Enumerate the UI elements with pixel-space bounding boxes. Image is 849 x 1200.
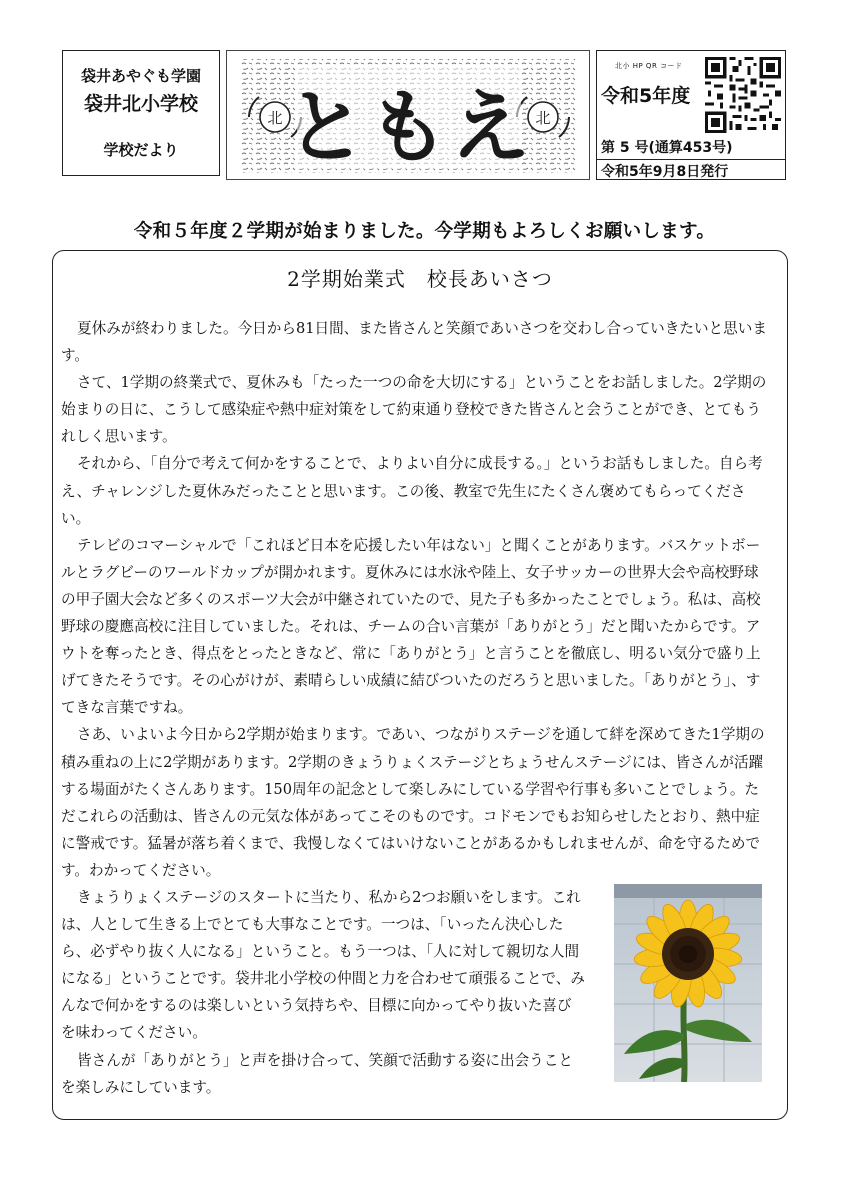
- school-info-box: [62, 50, 220, 176]
- paragraph: 夏休みが終わりました。今日から81日間、また皆さんと笑顔であいさつを交わし合っていきたいと思います。: [61, 320, 767, 365]
- paragraph: きょうりょくステージのスタートに当たり、私から2つお願いをします。これは、人として生きる上でとても大事なことです。一つは、「いったん決心したら、必ずやり抜く人になる」ということ。もう一つは、「人に対して親切な人間になる」ということです。袋井北小学校の仲間と力を合わせて頑張ることで、みんなで何かをするのは楽しいという気持ちや、目標に向かってやり抜いた喜びを味わってください。: [61, 888, 585, 1042]
- paragraph: 皆さんが「ありがとう」と声を掛け合って、笑顔で活動する姿に出会うことを楽しみにしています。: [61, 1051, 573, 1096]
- qr-label: 北小 HP QR コード: [615, 62, 683, 70]
- sunflower-photo: [614, 884, 762, 1082]
- fiscal-year: 令和5年度: [601, 85, 691, 107]
- article-title: 2学期始業式 校長あいさつ: [287, 267, 553, 291]
- paragraph: さて、1学期の終業式で、夏休みも「たった一つの命を大切にする」ということをお話しました。2学期の始まりの日に、こうして感染症や熱中症対策をして約束通り登校できた皆さんと会うことができ、とてもうれしく思います。: [61, 374, 767, 446]
- issue-divider: [597, 159, 785, 160]
- paragraph: テレビのコマーシャルで「これほど日本を応援したい年はない」と聞くことがあります。バスケットボールとラグビーのワールドカップが開かれます。夏休みには水泳や陸上、女子サッカーの世界大会や高校野球の甲子園大会など多くのスポーツ大会が中継されていたので、見た子も多かったことでしょう。私は、高校野球の慶應高校に注目していました。それは、チームの合い言葉が「ありがとう」だと聞いたからです。アウトを奪ったとき、得点をとったときなど、常に「ありがとう」と言うことを徹底し、明るい気分で盛り上げてきたそうです。その心がけが、素晴らしい成績に結びついたのだろうと思いました。「ありがとう」、すてきな言葉ですね。: [61, 536, 761, 717]
- newsletter-label: 学校だより: [103, 141, 179, 159]
- issue-date: 令和5年9月8日発行: [601, 164, 729, 180]
- headline: 令和５年度２学期が始まりました。今学期もよろしくお願いします。: [133, 221, 716, 242]
- badge-char-right: 北: [535, 109, 551, 127]
- badge-char-left: 北: [267, 109, 283, 127]
- principal-address-article: [52, 250, 788, 1120]
- paragraph: それから、「自分で考えて何かをすることで、よりよい自分に成長する。」というお話もしました。自ら考え、チャレンジした夏休みだったことと思います。この後、教室で先生にたくさん褒めてもらってください。: [61, 455, 763, 527]
- issue-number: 第 5 号(通算453号): [601, 140, 733, 156]
- masthead-graphic: [227, 51, 590, 180]
- issue-info-box: [596, 50, 786, 180]
- article-body: [61, 315, 773, 1101]
- paragraph: さあ、いよいよ今日から2学期が始まります。であい、つながりステージを通して絆を深めてきた1学期の積み重ねの上に2学期があります。2学期のきょうりょくステージとちょうせんステージには、皆さんが活躍する場面がたくさんあります。150周年の記念として楽しみにしている学習や行事も多いことでしょう。ただこれらの活動は、皆さんの元気な体があってこそのものです。コドモンでもお知らせしたとおり、熱中症に警戒です。猛暑が落ち着くまで、我慢しなくてはいけないことがあるかもしれませんが、命を守るためです。わかってください。: [61, 726, 765, 879]
- school-group: 袋井あやぐも学園: [80, 67, 201, 85]
- masthead-title: ともえ: [286, 81, 532, 174]
- masthead: [226, 50, 590, 180]
- qr-code-icon[interactable]: [705, 57, 781, 133]
- school-name: 袋井北小学校: [83, 93, 198, 115]
